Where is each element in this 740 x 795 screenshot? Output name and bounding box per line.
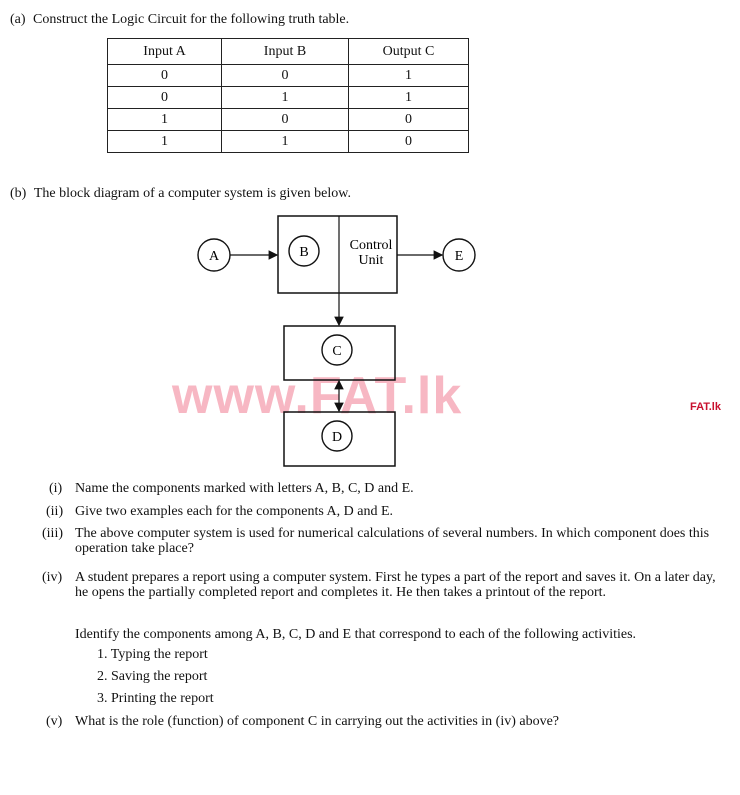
node-d-label: D (331, 430, 343, 445)
iv-instruction: Identify the components among A, B, C, D and E that correspond to each of the following activities. (75, 627, 637, 642)
table-cell: 1 (222, 131, 349, 153)
node-c-label: C (332, 344, 342, 359)
subquestion-number: (iii) (42, 526, 63, 541)
header-input-a: Input A (108, 39, 222, 65)
subquestion-text: Give two examples each for the components A, D and E. (75, 504, 394, 519)
watermark: www.FAT.lk (172, 367, 463, 425)
subquestion-number: (v) (46, 714, 63, 729)
node-a-label: A (208, 249, 220, 264)
table-row (108, 131, 469, 153)
table-row (108, 65, 469, 87)
node-b-label: B (299, 245, 309, 260)
subquestion-text: What is the role (function) of component C in carrying out the activities in (iv) above? (75, 714, 560, 729)
table-cell: 0 (349, 131, 469, 153)
subquestion-text: A student prepares a report using a computer system. First he types a part of the report and saves it. On a later day, he opens the partially completed report and completes it. He then takes a printout of the report. (75, 570, 716, 600)
watermark-corner: FAT.lk (690, 401, 721, 413)
table-cell: 0 (108, 87, 222, 109)
table-cell: 0 (349, 109, 469, 131)
truth-table-header-row (108, 39, 469, 65)
control-unit-label-line1: Control (349, 238, 393, 253)
table-cell: 1 (349, 65, 469, 87)
part-b-question: The block diagram of a computer system is given below. (33, 186, 351, 201)
part-a-label (10, 12, 349, 28)
table-cell: 0 (108, 65, 222, 87)
table-cell: 1 (108, 131, 222, 153)
table-cell: 0 (222, 109, 349, 131)
subquestion-iv (42, 570, 732, 618)
node-e-label: E (454, 249, 464, 264)
block-diagram (0, 200, 740, 480)
part-a-number: (a) (10, 12, 26, 27)
truth-table (107, 38, 469, 153)
table-row (108, 109, 469, 131)
subquestion-text: Name the components marked with letters A, B, C, D and E. (75, 481, 414, 496)
iv-item-1: 1. Typing the report (97, 647, 208, 662)
part-a-question: Construct the Logic Circuit for the following truth table. (33, 12, 350, 27)
subquestion-number: (ii) (46, 504, 64, 519)
table-cell: 0 (222, 65, 349, 87)
table-cell: 1 (349, 87, 469, 109)
subquestion-iii (42, 526, 732, 558)
iv-item-2: 2. Saving the report (97, 669, 208, 684)
subquestion-number: (iv) (42, 570, 63, 585)
subquestion-text: The above computer system is used for numerical calculations of several numbers. In which component does this operation take place? (75, 526, 710, 556)
table-cell: 1 (108, 109, 222, 131)
table-row (108, 87, 469, 109)
header-input-b: Input B (222, 39, 349, 65)
iv-item-3: 3. Printing the report (97, 691, 214, 706)
subquestion-number: (i) (49, 481, 63, 496)
table-cell: 1 (222, 87, 349, 109)
control-unit-label-line2: Unit (358, 253, 384, 268)
header-output-c: Output C (349, 39, 469, 65)
part-b-number: (b) (10, 186, 27, 201)
